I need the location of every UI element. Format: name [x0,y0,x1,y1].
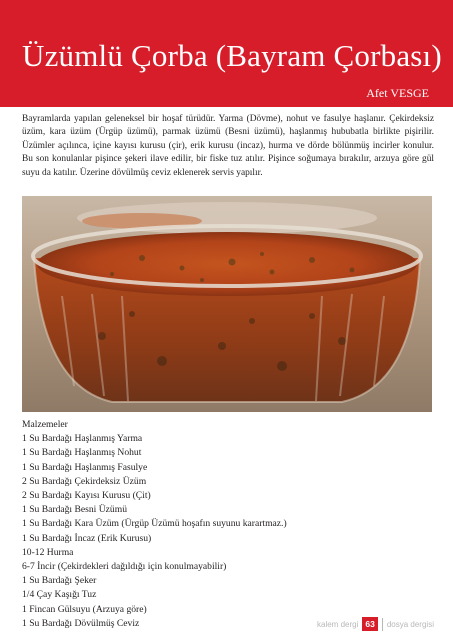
ingredient-item: 2 Su Bardağı Çekirdeksiz Üzüm [22,475,147,487]
footer-publication: kalem dergi [317,619,359,629]
ingredient-item: 10-12 Hurma [22,546,74,558]
ingredient-item: 1 Su Bardağı Haşlanmış Nohut [22,447,142,459]
footer-divider [382,618,383,631]
soup-photo [22,196,432,412]
ingredient-item: 1 Su Bardağı Haşlanmış Yarma [22,433,143,445]
ingredients-section [22,418,287,631]
author-name: Afet VESGE [366,86,429,100]
ingredients-heading: Malzemeler [22,419,68,430]
ingredient-item: 1 Su Bardağı Kara Üzüm (Ürgüp Üzümü hoşafın suyunu karartmaz.) [22,518,287,530]
ingredient-item: 1 Su Bardağı Haşlanmış Fasulye [22,461,148,473]
ingredient-item: 1 Su Bardağı Besni Üzümü [22,504,127,516]
ingredient-list [22,432,287,631]
ingredient-item: 1/4 Çay Kaşığı Tuz [22,589,97,601]
ingredient-item: 1 Su Bardağı Şeker [22,575,97,587]
footer-section: dosya dergisi [386,619,434,629]
ingredient-item: 6-7 İncir (Çekirdekleri dağıldığı için konulmayabilir) [22,561,227,573]
ingredient-item: 1 Fincan Gülsuyu (Arzuya göre) [22,603,147,615]
ingredient-item: 1 Su Bardağı İncaz (Erik Kurusu) [22,532,152,544]
ingredient-item: 2 Su Bardağı Kayısı Kurusu (Çit) [22,490,151,502]
page-footer [317,616,434,632]
page-title: Üzümlü Çorba (Bayram Çorbası) [22,38,442,73]
ingredient-item: 1 Su Bardağı Dövülmüş Ceviz [22,617,140,629]
page-number: 63 [362,617,377,631]
intro-paragraph: Bayramlarda yapılan geleneksel bir hoşaf türüdür. Yarma (Dövme), nohut ve fasulye haşlanır. Çekirdeksiz üzüm, kara üzüm (Ürgüp üzümü), parmak üzümü (Besni üzümü), haşlanmış hububatla birlikte pişirilir. Üzümler açılınca, içine kayısı kurusu (çir), erik kurusu (incaz), hurma ve dörde bölünmüş incirler konulur. Bu son konulanlar pişince şekeri ilave edilir, bir fiske tuz atılır. Pişince soğumaya bırakılır, arzuya göre gül suyu da katılır. Üzerine dövülmüş ceviz eklenerek servis yapılır. [22,114,434,178]
title-banner [0,0,453,107]
